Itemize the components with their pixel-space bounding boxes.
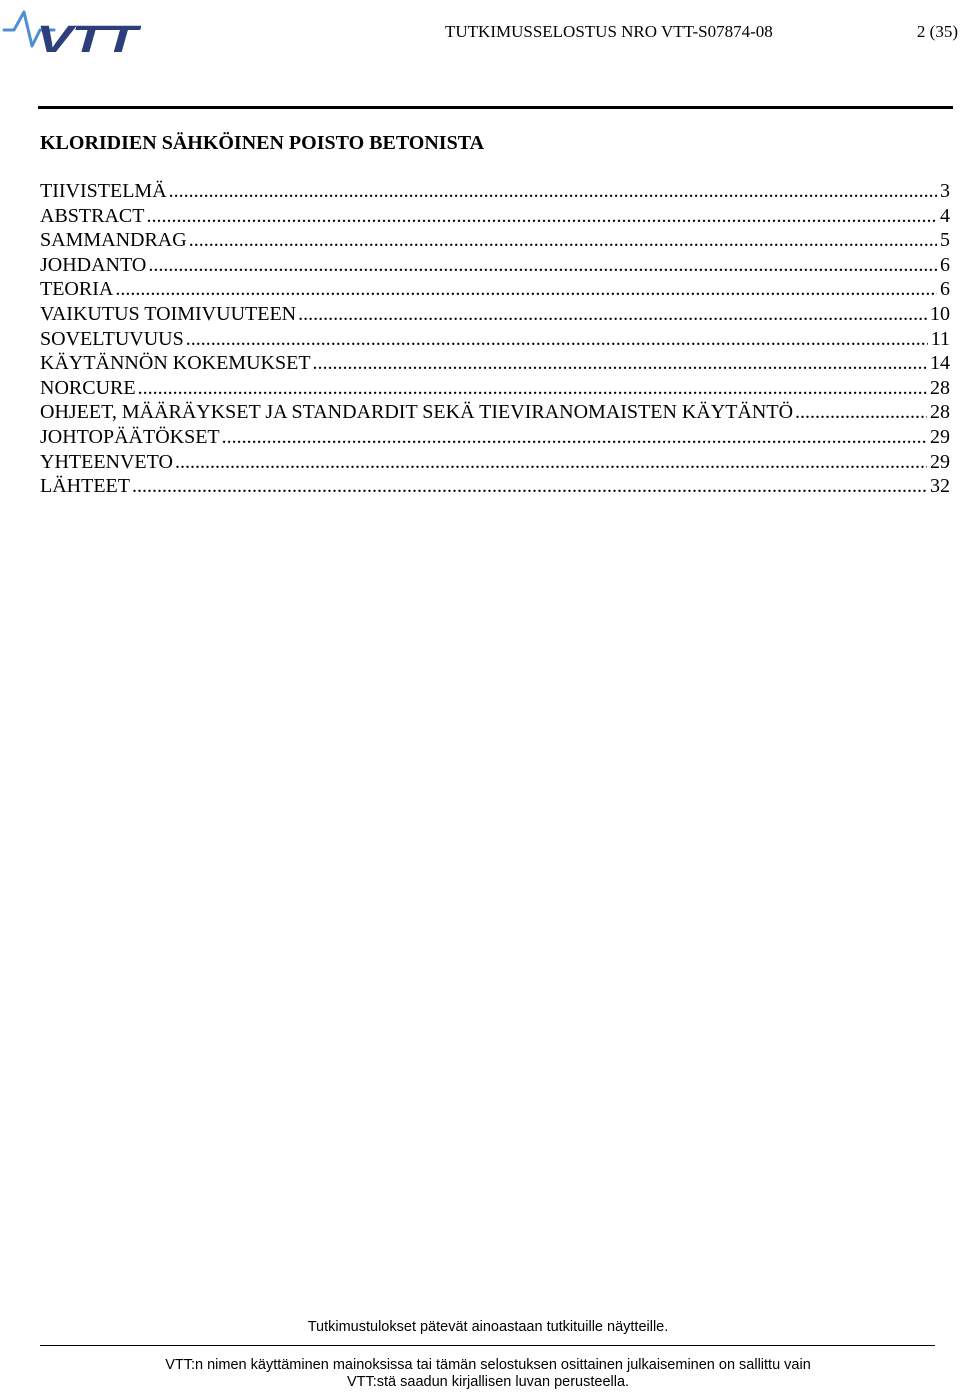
toc-dot-leader bbox=[795, 400, 927, 425]
toc-entry-yhteenveto[interactable] bbox=[40, 450, 950, 475]
toc-entry-johtopaatokset[interactable] bbox=[40, 425, 950, 450]
footer-legal-text bbox=[0, 1357, 960, 1391]
logo-wordmark: VTT bbox=[36, 19, 142, 56]
toc-dot-leader bbox=[313, 351, 927, 376]
toc-entry-page: 4 bbox=[940, 204, 950, 227]
header-divider bbox=[38, 106, 953, 109]
toc-entry-label: TIIVISTELMÄ bbox=[40, 180, 167, 202]
toc-entry-kaytannon-kokemukset[interactable] bbox=[40, 351, 950, 376]
toc-entry-sammandrag[interactable] bbox=[40, 228, 950, 253]
toc-entry-label: NORCURE bbox=[40, 376, 136, 399]
toc-entry-page: 14 bbox=[930, 352, 950, 375]
toc-entry-page: 6 bbox=[940, 253, 950, 276]
toc-entry-abstract[interactable] bbox=[40, 204, 950, 229]
toc-entry-page: 11 bbox=[930, 327, 950, 350]
toc-entry-label: SAMMANDRAG bbox=[40, 229, 187, 252]
toc-entry-norcure[interactable] bbox=[40, 376, 950, 401]
toc-dot-leader bbox=[189, 228, 937, 253]
toc-entry-label: LÄHTEET bbox=[40, 475, 130, 498]
toc-entry-label: OHJEET, MÄÄRÄYKSET JA STANDARDIT SEKÄ TIEVIRANOMAISTEN KÄYTÄNTÖ bbox=[40, 401, 794, 424]
table-of-contents bbox=[40, 179, 950, 499]
toc-entry-lahteet[interactable] bbox=[40, 474, 950, 499]
toc-entry-vaikutus-toimivuuteen[interactable] bbox=[40, 302, 950, 327]
document-title: KLORIDIEN SÄHKÖINEN POISTO BETONISTA bbox=[40, 132, 485, 154]
toc-dot-leader bbox=[222, 425, 927, 450]
toc-entry-label: ABSTRACT bbox=[40, 204, 145, 227]
toc-entry-teoria[interactable] bbox=[40, 277, 950, 302]
report-number-title: TUTKIMUSSELOSTUS NRO VTT-S07874-08 bbox=[445, 22, 773, 41]
toc-entry-label: JOHTOPÄÄTÖKSET bbox=[40, 425, 220, 448]
toc-entry-label: YHTEENVETO bbox=[40, 450, 173, 473]
toc-dot-leader bbox=[186, 327, 928, 352]
toc-dot-leader bbox=[148, 253, 937, 278]
toc-entry-label: SOVELTUVUUS bbox=[40, 327, 184, 350]
toc-entry-tiivistelma[interactable] bbox=[40, 179, 950, 204]
footer-divider bbox=[40, 1345, 935, 1346]
toc-dot-leader bbox=[138, 376, 927, 401]
toc-dot-leader bbox=[175, 450, 927, 475]
toc-entry-soveltuvuus[interactable] bbox=[40, 327, 950, 352]
toc-entry-label: KÄYTÄNNÖN KOKEMUKSET bbox=[40, 352, 311, 375]
toc-entry-page: 5 bbox=[940, 229, 950, 252]
toc-entry-page: 28 bbox=[930, 376, 950, 399]
toc-entry-page: 10 bbox=[930, 302, 950, 325]
footer-legal-line: VTT:stä saadun kirjallisen luvan perusteella. bbox=[346, 1374, 630, 1390]
toc-dot-leader bbox=[169, 179, 937, 204]
toc-entry-ohjeet-maaraykset[interactable] bbox=[40, 400, 950, 425]
toc-entry-label: VAIKUTUS TOIMIVUUTEEN bbox=[40, 302, 297, 325]
toc-entry-page: 32 bbox=[930, 475, 950, 498]
toc-entry-johdanto[interactable] bbox=[40, 253, 950, 278]
toc-entry-page: 6 bbox=[940, 278, 950, 301]
footer-legal-line: VTT:n nimen käyttäminen mainoksissa tai tämän selostuksen osittainen julkaiseminen on sallittu vain bbox=[165, 1357, 811, 1373]
toc-dot-leader bbox=[298, 302, 927, 327]
toc-dot-leader bbox=[115, 277, 937, 302]
toc-dot-leader bbox=[146, 204, 937, 229]
footer-results-notice: Tutkimustulokset pätevät ainoastaan tutkituille näytteille. bbox=[307, 1319, 669, 1335]
toc-entry-page: 29 bbox=[930, 425, 950, 448]
toc-entry-page: 3 bbox=[940, 180, 950, 202]
page-number: 2 (35) bbox=[916, 22, 958, 41]
toc-entry-page: 28 bbox=[930, 401, 950, 424]
toc-entry-label: JOHDANTO bbox=[40, 253, 147, 276]
toc-entry-page: 29 bbox=[930, 450, 950, 473]
toc-dot-leader bbox=[132, 474, 927, 499]
toc-entry-label: TEORIA bbox=[40, 278, 114, 301]
vtt-logo bbox=[2, 6, 142, 56]
